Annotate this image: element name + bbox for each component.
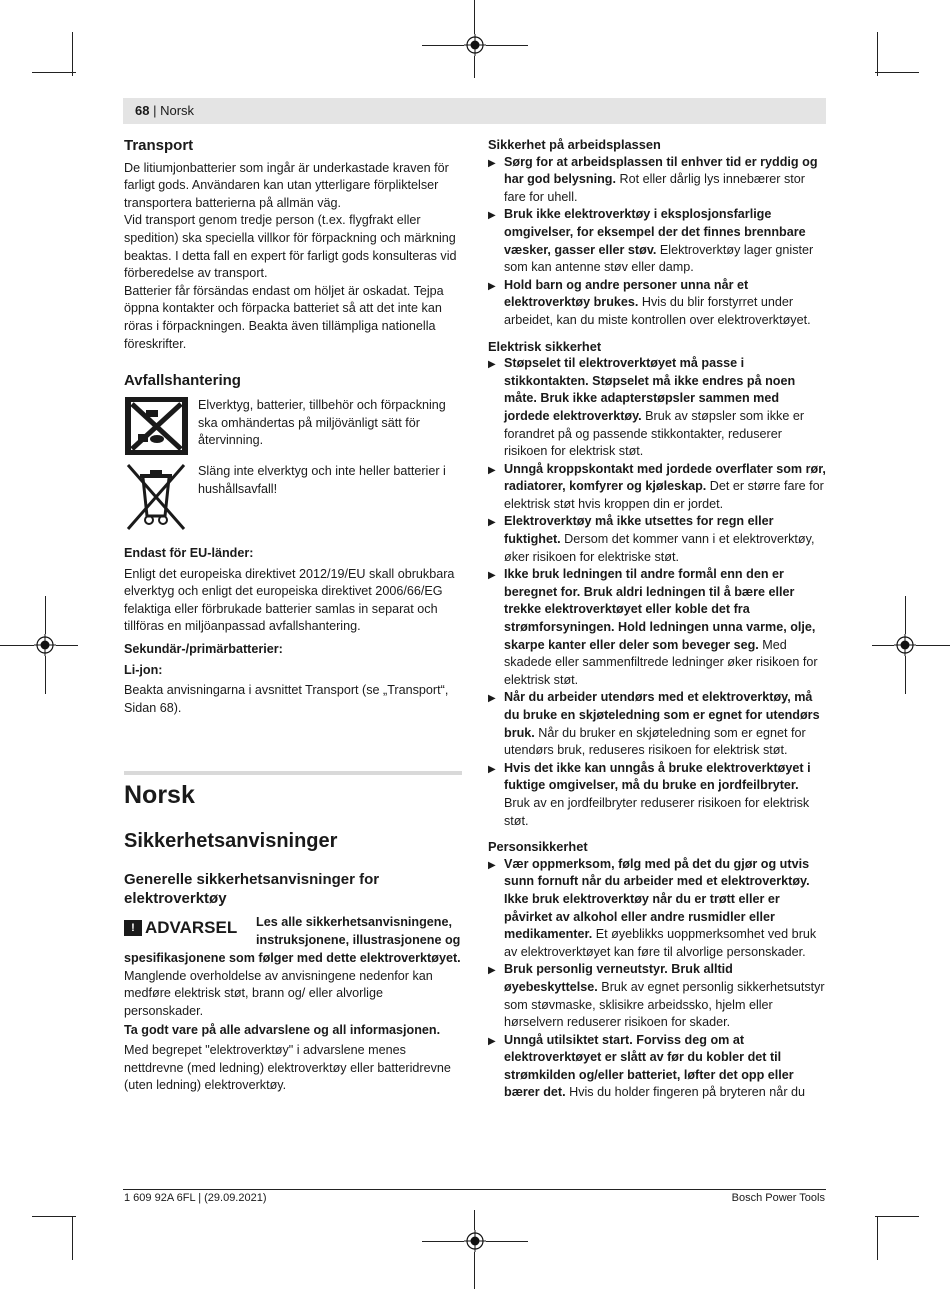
- item-text: Hvis du blir forstyrret under arbeidet, kan du miste kontrollen over elektroverktøyet.: [504, 295, 811, 327]
- bullet-arrow-icon: ▶: [488, 464, 496, 476]
- item-bold: Unngå utilsiktet start. Forviss deg om at elektroverktøyet er slått av før du kobler det til strømkilden og/eller batteriet, løfter det opp eller bærer det.: [504, 1032, 794, 1100]
- crop-mark: [486, 1241, 528, 1242]
- safety-title: Sikkerhetsanvisninger: [124, 830, 338, 852]
- item-bold: Unngå kroppskontakt med jordede overflater som rør, radiatorer, komfyrer og kjøleskap.: [504, 461, 826, 494]
- crop-mark: [56, 645, 78, 646]
- list-item: [488, 1032, 828, 1102]
- crop-mark: [916, 645, 950, 646]
- electric-list: [488, 355, 828, 830]
- section-divider: [124, 771, 462, 775]
- bullet-arrow-icon: ▶: [488, 965, 496, 977]
- item-text: Bruk av egnet personlig sikkerhetsutstyr som støvmaske, sklisikre arbeidssko, hjelm eller hørselvern reduserer risikoen for skader.: [504, 979, 825, 1030]
- general-safety-title: Generelle sikkerhetsanvisninger for elektroverktøy: [124, 871, 380, 907]
- item-text: Når du bruker en skjøteledning som er egnet for utendørs bruk, reduseres risikoen for elektrisk støt.: [504, 725, 806, 758]
- liion-text: Beakta anvisningarna i avsnittet Transport (se „Transport“, Sidan 68).: [124, 683, 449, 715]
- item-bold: Elektroverktøy må ikke utsettes for regn eller fuktighet.: [504, 514, 774, 547]
- crop-mark: [474, 1252, 475, 1289]
- registration-mark-icon: [34, 634, 56, 656]
- registration-mark-icon: [464, 34, 486, 56]
- crop-mark: [422, 1241, 464, 1242]
- section-title-transport: Transport: [124, 137, 194, 154]
- crop-mark: [72, 1216, 73, 1260]
- crop-mark: [422, 45, 464, 46]
- crop-mark: [877, 32, 878, 76]
- bullet-arrow-icon: ▶: [488, 570, 496, 582]
- bullet-arrow-icon: ▶: [488, 693, 496, 705]
- bullet-arrow-icon: ▶: [488, 859, 496, 871]
- eu-title: Endast för EU-länder:: [124, 546, 254, 560]
- warning-label: [124, 918, 237, 938]
- item-text: Et øyeblikks uoppmerksomhet ved bruk av elektroverktøyet kan føre til alvorlige personskader.: [504, 927, 817, 959]
- list-item: [488, 154, 828, 207]
- item-text: Dersom det kommer vann i et elektroverktøy, øker risikoen for elektriske støt.: [504, 532, 815, 564]
- bullet-arrow-icon: ▶: [488, 210, 496, 222]
- footer-document-id: 1 609 92A 6FL | (29.09.2021): [124, 1192, 267, 1204]
- page-header: [123, 98, 826, 124]
- crop-mark: [45, 656, 46, 694]
- item-text: Det er større fare for elektrisk støt hvis kroppen din er jordet.: [504, 479, 824, 511]
- section-title-disposal: Avfallshantering: [124, 372, 241, 389]
- item-bold: Når du arbeider utendørs med et elektroverktøy, må du bruke en skjøteledning som er egnet for utendørs bruk.: [504, 690, 820, 740]
- item-text: Elektroverktøy lager gnister som kan antenne støv eller damp.: [504, 242, 814, 275]
- list-item: [488, 461, 828, 514]
- item-text: Rot eller dårlig lys innebærer stor fare for uhell.: [504, 172, 805, 204]
- list-item: [488, 961, 828, 1031]
- item-bold: Hold barn og andre personer unna når et elektroverktøy brukes.: [504, 277, 749, 310]
- item-bold: Støpselet til elektroverktøyet må passe i stikkontakten. Støpselet må ikke endres på noen måte. Bruk ikke adapterstøpsler sammen med jordede elektroverktøy.: [504, 356, 796, 423]
- list-item: [488, 689, 828, 759]
- crop-mark: [486, 45, 528, 46]
- warning-bold-2: spesifikasjonene som følger med dette elektroverktøyet.: [124, 951, 461, 965]
- bullet-arrow-icon: ▶: [488, 359, 496, 371]
- right-column: [488, 136, 828, 1102]
- disposal-section: [124, 372, 462, 390]
- eu-text: Enligt det europeiska direktivet 2012/19/EU skall obrukbara elverktyg och enligt det europeiska direktivet 2006/66/EG felaktiga eller förbrukade batterier samlas in separat och tillföras en miljöanpassad avfallshantering.: [124, 566, 455, 634]
- warning-bold-1: Les alle sikkerhetsanvisningene, instruksjonene, illustrasjonene og: [256, 915, 461, 947]
- eu-section: [124, 545, 462, 717]
- crop-mark: [0, 645, 34, 646]
- item-text: Med skadede eller sammenfiltrede ledninger øker risikoen for elektrisk støt.: [504, 637, 818, 687]
- bullet-arrow-icon: ▶: [488, 517, 496, 529]
- transport-paragraph-2: Vid transport genom tredje person (t.ex. flygfrakt eller spedition) ska speciella villkor för förpackning och märkning beaktas. I detta fall en expert för farligt gods konsulteras vid förberedelse av transport.: [124, 213, 457, 281]
- left-column: [124, 137, 462, 353]
- secondary-battery-title: Sekundär-/primärbatterier:: [124, 641, 283, 656]
- crop-mark: [875, 72, 919, 73]
- warning-label-text: ADVARSEL: [145, 918, 238, 937]
- crop-mark: [905, 596, 906, 634]
- crop-mark: [32, 1216, 76, 1217]
- bullet-arrow-icon: ▶: [488, 157, 496, 169]
- transport-paragraph-1: De litiumjonbatterier som ingår är underkastade kraven för farligt gods. Användaren kan utan ytterligare förpliktelser transportera batterierna på allmän väg.: [124, 160, 449, 210]
- list-item: [488, 856, 828, 962]
- list-item: [488, 566, 828, 689]
- crop-mark: [72, 32, 73, 76]
- footer-brand: Bosch Power Tools: [731, 1192, 825, 1204]
- crop-mark: [905, 656, 906, 694]
- list-item: [488, 760, 828, 830]
- crop-mark: [45, 596, 46, 634]
- crossed-bin-icon: [124, 462, 188, 532]
- crop-mark: [32, 72, 76, 73]
- bin-text: Släng inte elverktyg och inte heller batterier i hushållsavfall!: [198, 464, 446, 496]
- warning-body: [124, 950, 462, 1095]
- warning-paragraph: [124, 950, 462, 1020]
- personal-title: Personsikkerhet: [488, 839, 588, 855]
- personal-list: [488, 856, 828, 1102]
- item-bold: Sørg for at arbeidsplassen til enhver tid er ryddig og har god belysning.: [504, 154, 818, 187]
- bullet-arrow-icon: ▶: [488, 763, 496, 775]
- item-bold: Hvis det ikke kan unngås å bruke elektroverktøyet i fuktige omgivelser, må du bruke en jordfeilbryter.: [504, 760, 811, 793]
- workplace-title: Sikkerhet på arbeidsplassen: [488, 137, 661, 152]
- header-text: 68 | Norsk: [135, 103, 195, 118]
- language-title: Norsk: [124, 781, 195, 809]
- item-bold: Ikke bruk ledningen til andre formål enn den er beregnet for. Bruk aldri ledningen til å bære eller trekke elektroverktøyet eller koble det fra strømforsyningen. Hold ledningen unna varme, olje, skarpe kanter eller deler som beveger seg.: [504, 567, 816, 652]
- crop-mark: [474, 56, 475, 78]
- crop-mark: [474, 1210, 475, 1230]
- bullet-arrow-icon: ▶: [488, 1035, 496, 1047]
- transport-paragraph-3: Batterier får försändas endast om höljet är oskadat. Tejpa öppna kontakter och förpacka batteriet så att det inte kan röras i förpackningen. Beakta även tillämpliga nationella föreskrifter.: [124, 283, 444, 351]
- item-bold: Bruk ikke elektroverktøy i eksplosjonsfarlige omgivelser, for eksempel der det finnes brennbare væsker, gasser eller støv.: [504, 207, 806, 257]
- item-bold: Vær oppmerksom, følg med på det du gjør og utvis sunn fornuft når du arbeider med et elektroverktøy. Ikke bruk elektroverktøy når du er trøtt eller er påvirket av alkohol eller andre rusmidler eller medikamenter.: [504, 856, 810, 942]
- header-language: Norsk: [160, 103, 195, 118]
- list-item: [488, 206, 828, 276]
- term-definition: Med begrepet "elektroverktøy" i advarslene menes nettdrevne (med ledning) elektroverktøy eller batteridrevne (uten ledning) elektroverktøy.: [124, 1042, 451, 1093]
- liion-title: Li-jon:: [124, 662, 163, 677]
- crop-mark: [474, 0, 475, 34]
- registration-mark-icon: [894, 634, 916, 656]
- registration-mark-icon: [464, 1230, 486, 1252]
- keep-all-warnings: Ta godt vare på alle advarslene og all informasjonen.: [124, 1023, 441, 1038]
- list-item: [488, 277, 828, 330]
- item-text: Bruk av støpsler som ikke er forandret på og passende stikkontakter, reduserer risikoen for elektrisk støt.: [504, 408, 805, 459]
- crop-mark: [875, 1216, 919, 1217]
- warning-rest: Manglende overholdelse av anvisningene nedenfor kan medføre elektrisk støt, brann og/ eller alvorlige personskader.: [124, 968, 433, 1018]
- list-item: [488, 355, 828, 461]
- workplace-list: [488, 154, 828, 330]
- page-number: 68: [135, 103, 150, 118]
- bullet-arrow-icon: ▶: [488, 280, 496, 292]
- item-bold: Bruk personlig verneutstyr. Bruk alltid øyebeskyttelse.: [504, 962, 733, 994]
- electric-title: Elektrisk sikkerhet: [488, 338, 602, 354]
- warning-triangle-icon: !: [124, 920, 142, 936]
- item-text: Bruk av en jordfeilbryter reduserer risikoen for elektrisk støt.: [504, 795, 810, 828]
- crop-mark: [872, 645, 894, 646]
- list-item: [488, 513, 828, 566]
- crop-mark: [877, 1216, 878, 1260]
- recycling-symbol-icon: [124, 396, 189, 456]
- item-text: Hvis du holder fingeren på bryteren når du: [565, 1085, 806, 1100]
- footer-divider: [123, 1189, 826, 1190]
- recycling-text: Elverktyg, batterier, tillbehör och förpackning ska omhändertas på miljövänligt sätt för återvinning.: [198, 398, 446, 448]
